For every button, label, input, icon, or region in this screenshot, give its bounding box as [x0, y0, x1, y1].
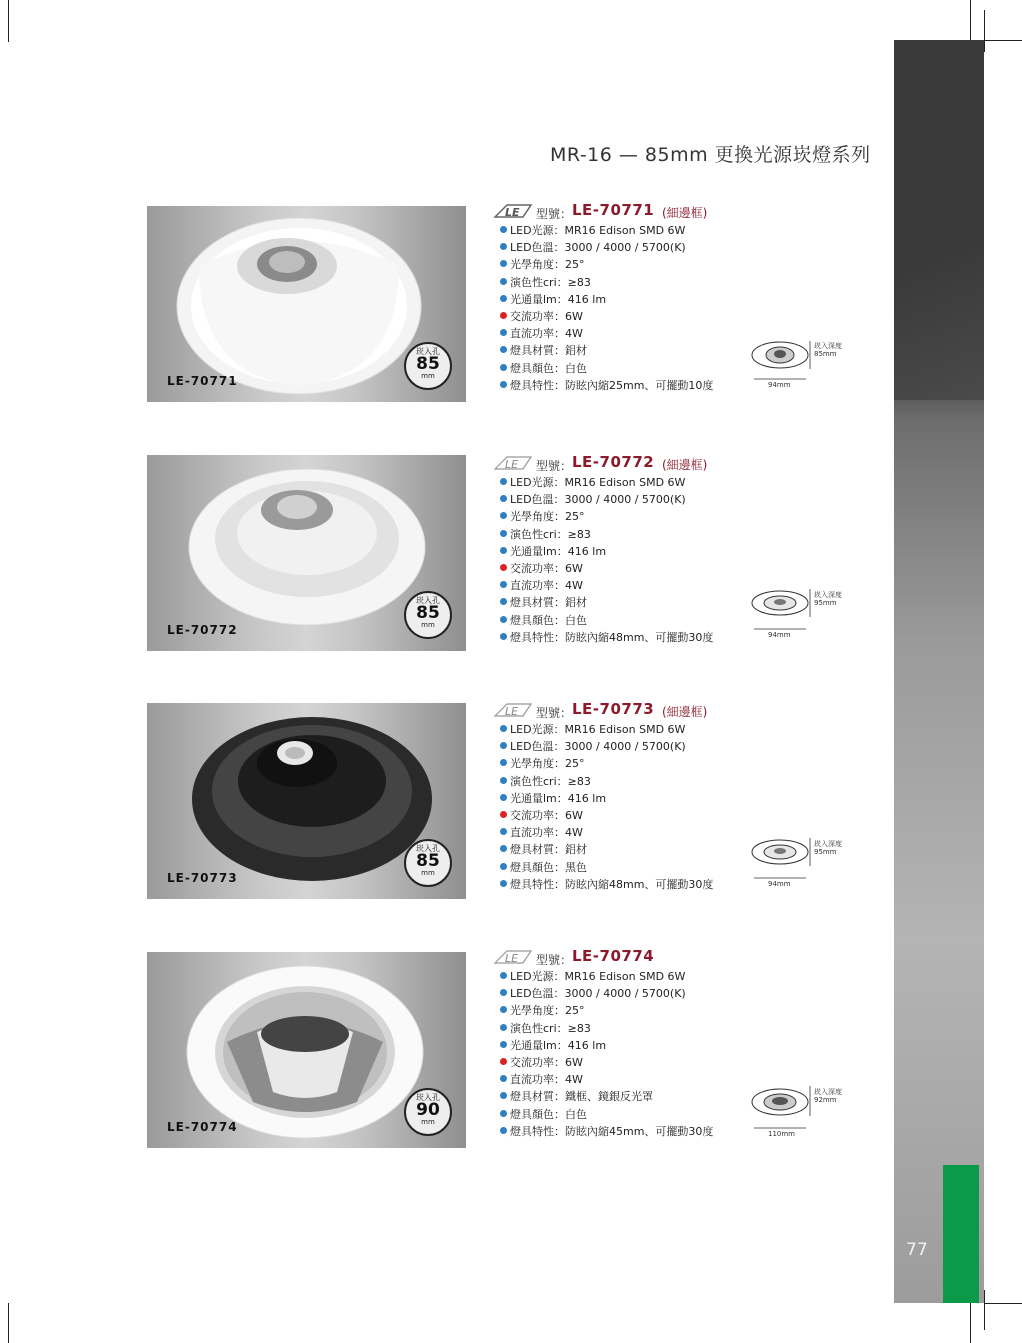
spec-item: 光通量lm：416 lm — [500, 790, 750, 807]
bullet-icon — [500, 1058, 507, 1065]
bullet-icon — [500, 1110, 507, 1117]
spec-item: 燈具特性：防眩內縮25mm、可擺動10度 — [500, 377, 750, 394]
model-number: LE-70771 — [572, 201, 655, 219]
spec-item: LED光源：MR16 Edison SMD 6W — [500, 721, 750, 738]
bullet-icon — [500, 364, 507, 371]
product-photo — [147, 455, 466, 651]
spec-item: 光通量lm：416 lm — [500, 543, 750, 560]
dim-height: 崁入深度 95mm — [814, 840, 842, 856]
le-logo-icon — [493, 701, 533, 719]
bullet-icon — [500, 742, 507, 749]
svg-text:LE: LE — [505, 705, 519, 718]
bullet-icon — [500, 581, 507, 588]
frame-note: (細邊框) — [662, 705, 708, 719]
model-key: 型號： — [536, 207, 573, 221]
crop-mark — [984, 1303, 1022, 1304]
fixture-outline-icon — [748, 1080, 818, 1130]
dimension-drawing — [748, 832, 878, 892]
dim-width: 94mm — [768, 381, 791, 389]
spec-item: 交流功率：6W — [500, 1054, 750, 1071]
model-number: LE-70774 — [572, 947, 655, 965]
spec-item: 演色性cri：≥83 — [500, 1020, 750, 1037]
spec-list — [490, 222, 750, 394]
model-key: 型號： — [536, 706, 573, 720]
bullet-icon — [500, 863, 507, 870]
bullet-icon — [500, 1006, 507, 1013]
model-number: LE-70772 — [572, 453, 655, 471]
spec-list — [490, 968, 750, 1140]
spec-item: 交流功率：6W — [500, 560, 750, 577]
svg-text:LE: LE — [505, 458, 519, 471]
crop-mark — [8, 0, 9, 42]
fixture-outline-icon — [748, 585, 818, 635]
spec-block — [490, 452, 750, 646]
fixture-outline-icon — [748, 335, 818, 385]
spec-item: 演色性cri：≥83 — [500, 526, 750, 543]
bullet-icon — [500, 278, 507, 285]
spec-item: 光學角度：25° — [500, 508, 750, 525]
bullet-icon — [500, 777, 507, 784]
side-band-dark — [894, 40, 984, 400]
dim-width: 94mm — [768, 631, 791, 639]
bullet-icon — [500, 512, 507, 519]
dim-width: 110mm — [768, 1130, 795, 1138]
bullet-icon — [500, 312, 507, 319]
crop-mark — [984, 10, 985, 52]
spec-item: 光學角度：25° — [500, 256, 750, 273]
spec-item: 光學角度：25° — [500, 755, 750, 772]
spec-item: 光通量lm：416 lm — [500, 291, 750, 308]
bullet-icon — [500, 1024, 507, 1031]
le-logo-icon — [493, 948, 533, 966]
bullet-icon — [500, 989, 507, 996]
svg-text:LE: LE — [505, 206, 520, 219]
cutout-badge: 崁入孔 85 mm — [404, 839, 452, 887]
spec-item: 燈具材質：鋁材 — [500, 841, 750, 858]
bullet-icon — [500, 346, 507, 353]
cutout-badge: 崁入孔 85 mm — [404, 591, 452, 639]
spec-header — [490, 200, 750, 222]
spec-block — [490, 946, 750, 1140]
spec-item: 燈具顏色：白色 — [500, 1106, 750, 1123]
dim-height: 崁入深度 85mm — [814, 342, 842, 358]
photo-label: LE-70773 — [167, 871, 238, 885]
bullet-icon — [500, 759, 507, 766]
product-photo — [147, 206, 466, 402]
spec-item: LED光源：MR16 Edison SMD 6W — [500, 474, 750, 491]
spec-item: 燈具材質：鐵框、鏡銀反光罩 — [500, 1088, 750, 1105]
bullet-icon — [500, 828, 507, 835]
spec-item: 燈具特性：防眩內縮48mm、可擺動30度 — [500, 876, 750, 893]
bullet-icon — [500, 226, 507, 233]
spec-item: 燈具特性：防眩內縮48mm、可擺動30度 — [500, 629, 750, 646]
spec-item: 直流功率：4W — [500, 824, 750, 841]
spec-item: 演色性cri：≥83 — [500, 773, 750, 790]
page-number: 77 — [906, 1240, 928, 1260]
spec-item: 直流功率：4W — [500, 1071, 750, 1088]
spec-item: LED色溫：3000 / 4000 / 5700(K) — [500, 738, 750, 755]
spec-item: LED色溫：3000 / 4000 / 5700(K) — [500, 239, 750, 256]
bullet-icon — [500, 880, 507, 887]
section-tab — [943, 1165, 979, 1303]
bullet-icon — [500, 598, 507, 605]
bullet-icon — [500, 972, 507, 979]
spec-list — [490, 474, 750, 646]
photo-label: LE-70774 — [167, 1120, 238, 1134]
bullet-icon — [500, 295, 507, 302]
bullet-icon — [500, 478, 507, 485]
le-logo-icon — [493, 202, 533, 220]
frame-note: (細邊框) — [662, 206, 708, 220]
model-key: 型號： — [536, 953, 573, 967]
bullet-icon — [500, 725, 507, 732]
bullet-icon — [500, 381, 507, 388]
bullet-icon — [500, 1127, 507, 1134]
cutout-badge: 崁入孔 85 mm — [404, 342, 452, 390]
bullet-icon — [500, 794, 507, 801]
spec-item: LED光源：MR16 Edison SMD 6W — [500, 222, 750, 239]
spec-item: 直流功率：4W — [500, 325, 750, 342]
bullet-icon — [500, 1092, 507, 1099]
model-key: 型號： — [536, 459, 573, 473]
spec-item: LED色溫：3000 / 4000 / 5700(K) — [500, 985, 750, 1002]
bullet-icon — [500, 1075, 507, 1082]
product-photo — [147, 952, 466, 1148]
spec-header — [490, 946, 750, 968]
svg-text:LE: LE — [505, 952, 519, 965]
dim-width: 94mm — [768, 880, 791, 888]
bullet-icon — [500, 1041, 507, 1048]
spec-item: 光學角度：25° — [500, 1002, 750, 1019]
spec-item: 交流功率：6W — [500, 308, 750, 325]
model-number: LE-70773 — [572, 700, 655, 718]
cutout-badge: 崁入孔 90 mm — [404, 1088, 452, 1136]
bullet-icon — [500, 811, 507, 818]
spec-item: 光通量lm：416 lm — [500, 1037, 750, 1054]
bullet-icon — [500, 633, 507, 640]
spec-item: 燈具材質：鋁材 — [500, 594, 750, 611]
dimension-drawing — [748, 585, 878, 645]
spec-block — [490, 200, 750, 394]
dimension-drawing — [748, 335, 878, 395]
dimension-drawing — [748, 1080, 878, 1140]
dim-height: 崁入深度 92mm — [814, 1088, 842, 1104]
bullet-icon — [500, 564, 507, 571]
spec-item: 演色性cri：≥83 — [500, 274, 750, 291]
le-logo-icon — [493, 454, 533, 472]
crop-mark — [984, 1290, 985, 1330]
bullet-icon — [500, 260, 507, 267]
spec-list — [490, 721, 750, 893]
series-title: MR-16 — 85mm 更換光源崁燈系列 — [550, 144, 871, 166]
crop-mark — [8, 1303, 9, 1343]
crop-mark — [984, 40, 1022, 41]
spec-item: 直流功率：4W — [500, 577, 750, 594]
spec-item: LED色溫：3000 / 4000 / 5700(K) — [500, 491, 750, 508]
spec-item: 燈具顏色：白色 — [500, 360, 750, 377]
bullet-icon — [500, 329, 507, 336]
spec-item: 交流功率：6W — [500, 807, 750, 824]
bullet-icon — [500, 530, 507, 537]
dim-height: 崁入深度 95mm — [814, 591, 842, 607]
spec-header — [490, 699, 750, 721]
bullet-icon — [500, 616, 507, 623]
spec-item: 燈具特性：防眩內縮45mm、可擺動30度 — [500, 1123, 750, 1140]
spec-item: 燈具顏色：白色 — [500, 612, 750, 629]
bullet-icon — [500, 495, 507, 502]
photo-label: LE-70771 — [167, 374, 238, 388]
bullet-icon — [500, 243, 507, 250]
spec-item: LED光源：MR16 Edison SMD 6W — [500, 968, 750, 985]
fixture-outline-icon — [748, 832, 818, 882]
spec-item: 燈具顏色：黑色 — [500, 859, 750, 876]
bullet-icon — [500, 845, 507, 852]
photo-label: LE-70772 — [167, 623, 238, 637]
bullet-icon — [500, 547, 507, 554]
product-photo — [147, 703, 466, 899]
spec-block — [490, 699, 750, 893]
spec-item: 燈具材質：鋁材 — [500, 342, 750, 359]
spec-header — [490, 452, 750, 474]
frame-note: (細邊框) — [662, 458, 708, 472]
